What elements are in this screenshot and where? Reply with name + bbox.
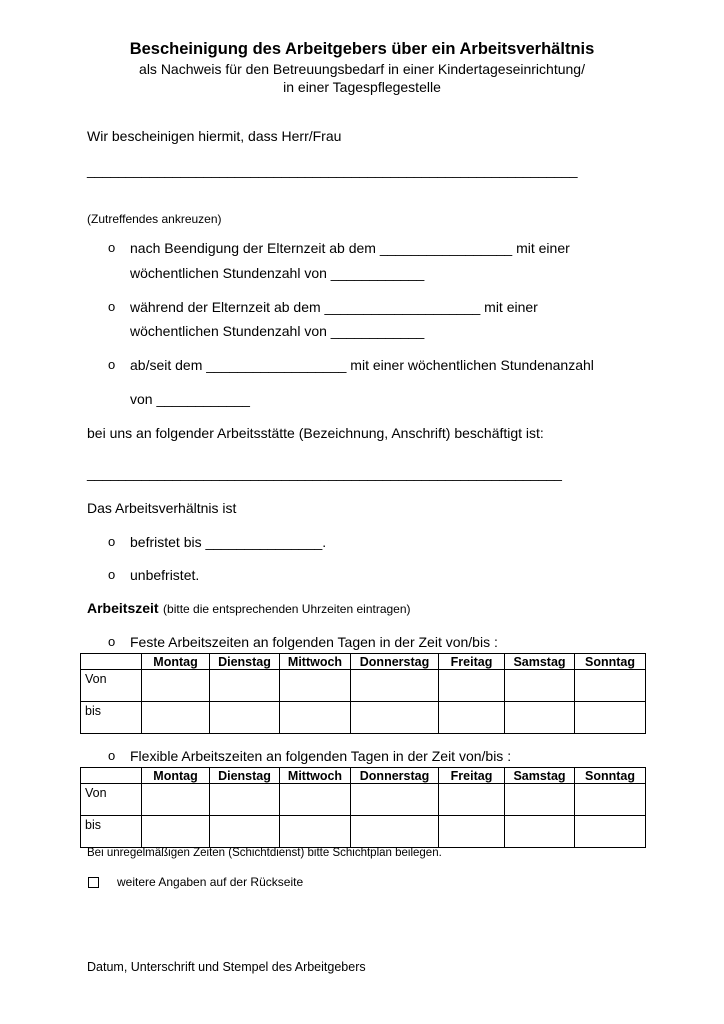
time-cell[interactable]	[351, 670, 439, 702]
row-label-from: Von	[81, 784, 142, 816]
employment-unlimited: unbefristet.	[130, 567, 200, 583]
fixed-heading: Feste Arbeitszeiten an folgenden Tagen in der Zeit von/bis :	[130, 634, 498, 650]
time-cell[interactable]	[439, 816, 505, 848]
day-header: Donnerstag	[351, 768, 439, 784]
time-cell[interactable]	[575, 816, 646, 848]
time-cell[interactable]	[351, 816, 439, 848]
time-cell[interactable]	[210, 702, 280, 734]
option-1-line1: nach Beendigung der Elternzeit ab dem _________________ mit einer	[130, 240, 570, 256]
employment-fixed: befristet bis _______________.	[130, 534, 327, 550]
day-header: Mittwoch	[280, 654, 351, 670]
time-cell[interactable]	[505, 670, 575, 702]
signature-label: Datum, Unterschrift und Stempel des Arbeitgebers	[87, 960, 366, 974]
option-2-line1: während der Elternzeit ab dem ____________________ mit einer	[130, 299, 538, 315]
workplace-line[interactable]: _____________________________________________________________	[87, 465, 562, 481]
workplace-text: bei uns an folgender Arbeitsstätte (Bezeichnung, Anschrift) beschäftigt ist:	[87, 425, 544, 441]
day-header: Donnerstag	[351, 654, 439, 670]
flexible-bullet[interactable]: o	[108, 748, 116, 763]
page-subtitle-2: in einer Tagespflegestelle	[283, 79, 441, 95]
option-1-line2: wöchentlichen Stundenzahl von ____________	[130, 265, 425, 281]
worktime-hint: (bitte die entsprechenden Uhrzeiten eintragen)	[163, 602, 411, 616]
more-info-label: weitere Angaben auf der Rückseite	[117, 875, 304, 889]
time-cell[interactable]	[351, 702, 439, 734]
page-title: Bescheinigung des Arbeitgebers über ein Arbeitsverhältnis	[129, 40, 595, 58]
option-bullet-1[interactable]: o	[108, 240, 116, 255]
time-cell[interactable]	[439, 670, 505, 702]
day-header: Sonntag	[575, 768, 646, 784]
employment-bullet-fixed[interactable]: o	[108, 534, 116, 549]
time-cell[interactable]	[142, 816, 210, 848]
day-header: Dienstag	[210, 768, 280, 784]
option-bullet-3[interactable]: o	[108, 357, 116, 372]
day-header: Freitag	[439, 654, 505, 670]
table-header-row	[81, 768, 646, 784]
option-hint: (Zutreffendes ankreuzen)	[87, 212, 222, 226]
time-cell[interactable]	[351, 784, 439, 816]
table-row	[81, 670, 646, 702]
time-cell[interactable]	[439, 784, 505, 816]
time-cell[interactable]	[142, 702, 210, 734]
table-corner-cell	[81, 654, 142, 670]
option-bullet-2[interactable]: o	[108, 299, 116, 314]
day-header: Montag	[142, 768, 210, 784]
time-cell[interactable]	[505, 816, 575, 848]
fixed-times-table	[80, 653, 646, 734]
row-label-from: Von	[81, 670, 142, 702]
day-header: Mittwoch	[280, 768, 351, 784]
time-cell[interactable]	[210, 816, 280, 848]
time-cell[interactable]	[280, 670, 351, 702]
day-header: Samstag	[505, 654, 575, 670]
shift-note: Bei unregelmäßigen Zeiten (Schichtdienst) bitte Schichtplan beilegen.	[87, 847, 442, 859]
page-subtitle-1: als Nachweis für den Betreuungsbedarf in einer Kindertageseinrichtung/	[139, 61, 585, 77]
time-cell[interactable]	[280, 702, 351, 734]
time-cell[interactable]	[505, 784, 575, 816]
row-label-to: bis	[81, 816, 142, 848]
day-header: Samstag	[505, 768, 575, 784]
worktime-label: Arbeitszeit	[87, 600, 159, 616]
day-header: Freitag	[439, 768, 505, 784]
row-label-to: bis	[81, 702, 142, 734]
time-cell[interactable]	[575, 784, 646, 816]
worktime-heading	[87, 600, 411, 618]
flexible-heading: Flexible Arbeitszeiten an folgenden Tagen in der Zeit von/bis :	[130, 748, 512, 764]
time-cell[interactable]	[280, 816, 351, 848]
time-cell[interactable]	[142, 784, 210, 816]
table-row	[81, 816, 646, 848]
time-cell[interactable]	[439, 702, 505, 734]
employment-text: Das Arbeitsverhältnis ist	[87, 500, 237, 516]
table-row	[81, 784, 646, 816]
option-3-line2: von ____________	[130, 391, 250, 407]
table-header-row	[81, 654, 646, 670]
intro-text: Wir bescheinigen hiermit, dass Herr/Frau	[87, 128, 342, 144]
time-cell[interactable]	[280, 784, 351, 816]
time-cell[interactable]	[505, 702, 575, 734]
employment-bullet-unlimited[interactable]: o	[108, 567, 116, 582]
day-header: Sonntag	[575, 654, 646, 670]
option-3-line1: ab/seit dem __________________ mit einer wöchentlichen Stundenanzahl	[130, 357, 594, 373]
day-header: Montag	[142, 654, 210, 670]
table-corner-cell	[81, 768, 142, 784]
name-line[interactable]: _______________________________________________________________	[87, 162, 578, 178]
fixed-bullet[interactable]: o	[108, 634, 116, 649]
time-cell[interactable]	[575, 670, 646, 702]
flexible-times-table	[80, 767, 646, 848]
time-cell[interactable]	[142, 670, 210, 702]
day-header: Dienstag	[210, 654, 280, 670]
table-row	[81, 702, 646, 734]
time-cell[interactable]	[575, 702, 646, 734]
time-cell[interactable]	[210, 670, 280, 702]
option-2-line2: wöchentlichen Stundenzahl von ____________	[130, 323, 425, 339]
more-info-checkbox[interactable]	[88, 877, 99, 888]
time-cell[interactable]	[210, 784, 280, 816]
